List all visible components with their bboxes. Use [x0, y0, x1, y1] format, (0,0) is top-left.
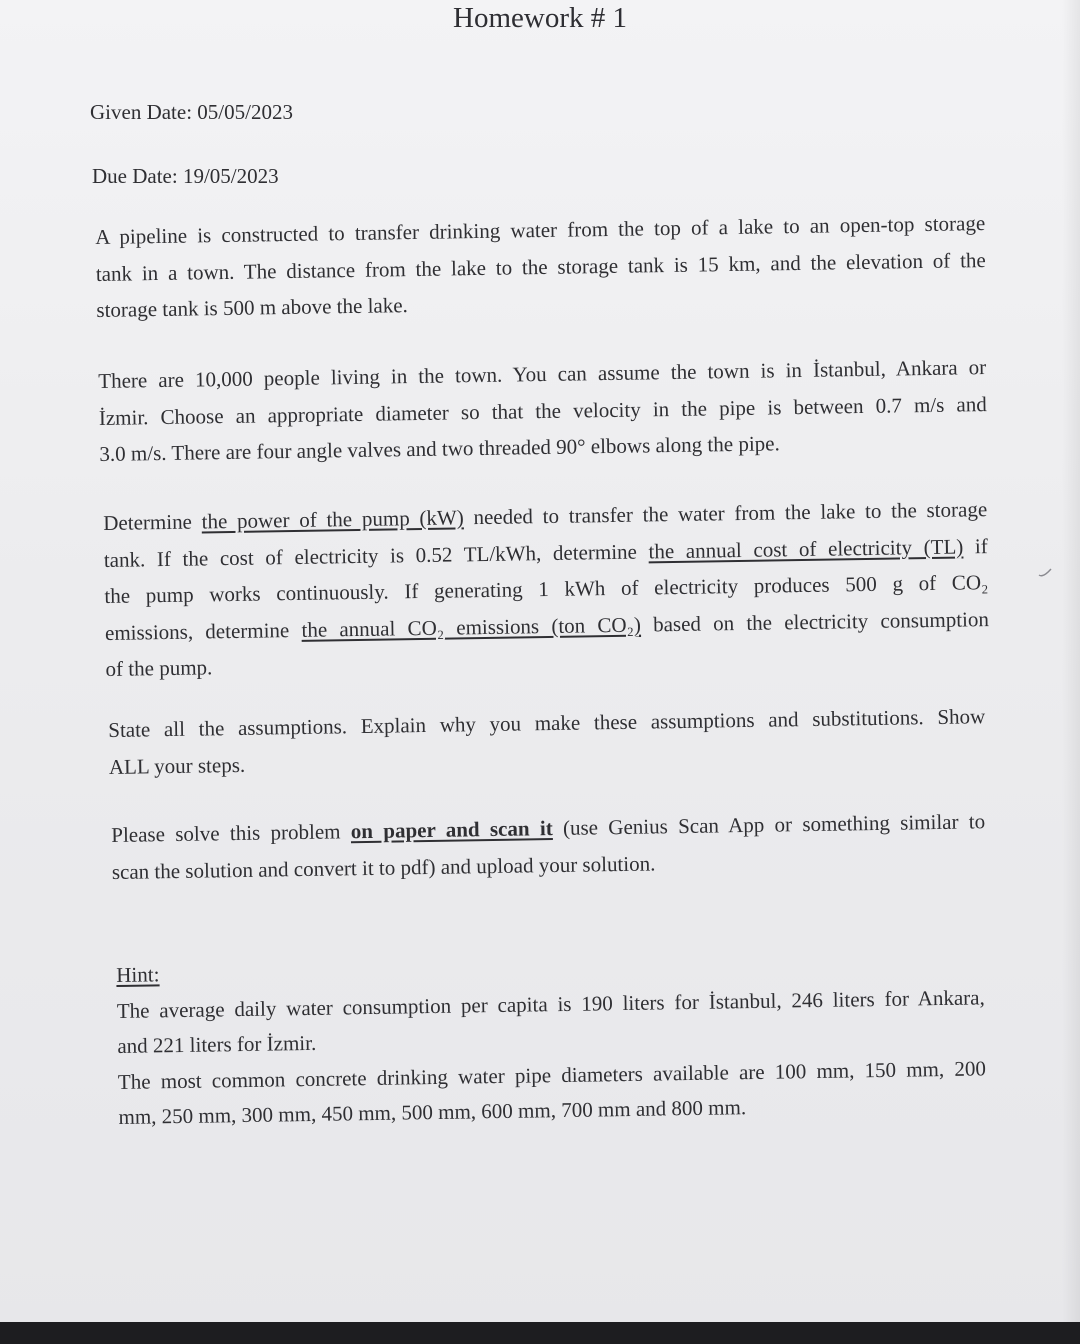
paragraph-line: İzmir. Choose an appropriate diameter so that the velocity in the pipe is between 0.7 m/s and: [98, 391, 987, 430]
page-title: Homework # 1: [453, 2, 627, 34]
screen-bottom-bezel: [0, 1322, 1080, 1344]
paragraph-line: emissions, determine the annual CO₂ emissions (ton CO₂) based on the electricity consumption: [104, 606, 990, 645]
paragraph-town: [98, 349, 988, 472]
paragraph-line: storage tank is 500 m above the lake.: [96, 293, 409, 322]
hint-line: The most common concrete drinking water pipe diameters available are 100 mm, 150 mm, 200: [117, 1055, 987, 1094]
emphasis-paper-scan: on paper and scan it: [350, 816, 553, 844]
paragraph-assumptions: [108, 698, 986, 785]
hint-line: The average daily water consumption per capita is 190 liters for İstanbul, 246 liters for Ankara,: [116, 984, 985, 1023]
paragraph-line: State all the assumptions. Explain why you make these assumptions and substitutions. Show: [108, 704, 986, 742]
paragraph-line: Please solve this problem on paper and scan it (use Genius Scan App or something similar to: [111, 809, 986, 847]
given-date: Given Date: 05/05/2023: [90, 100, 293, 124]
paragraph-line: ALL your steps.: [108, 752, 246, 779]
due-date: Due Date: 19/05/2023: [92, 164, 279, 188]
paragraph-line: A pipeline is constructed to transfer drinking water from the top of a lake to an open-top storage: [95, 211, 986, 249]
paragraph-determine: [103, 491, 990, 687]
paragraph-line: the pump works continuously. If generating 1 kWh of electricity produces 500 g of CO₂: [104, 570, 989, 608]
paragraph-line: tank in a town. The distance from the lake to the storage tank is 15 km, and the elevation of the: [95, 247, 986, 286]
hint-line: mm, 250 mm, 300 mm, 450 mm, 500 mm, 600 mm, 700 mm and 800 mm.: [118, 1095, 747, 1129]
hint-line: and 221 liters for İzmir.: [117, 1030, 317, 1058]
paragraph-pipeline: [95, 205, 987, 328]
underlined-pump-power: the power of the pump (kW): [201, 505, 464, 534]
paragraph-line: scan the solution and convert it to pdf) and upload your solution.: [111, 850, 656, 884]
underlined-co2-emissions: the annual CO₂ emissions (ton CO₂): [301, 612, 642, 642]
paragraph-submission: [111, 803, 986, 890]
paragraph-line: Determine the power of the pump (kW) needed to transfer the water from the lake to the storage: [103, 497, 988, 535]
paragraph-line: tank. If the cost of electricity is 0.52 TL/kWh, determine the annual cost of electricity (TL) if: [103, 533, 988, 572]
pen-checkmark-icon: [1037, 566, 1053, 580]
paragraph-line: There are 10,000 people living in the town. You can assume the town is in İstanbul, Ankara or: [98, 355, 987, 393]
hint-label: Hint:: [116, 962, 160, 987]
page-edge-shadow: [1062, 0, 1080, 1322]
paragraph-line: 3.0 m/s. There are four angle valves and two threaded 90° elbows along the pipe.: [99, 431, 780, 466]
hint-section: [116, 944, 987, 1135]
underlined-annual-cost: the annual cost of electricity (TL): [648, 533, 964, 563]
paragraph-line: of the pump.: [105, 655, 213, 681]
